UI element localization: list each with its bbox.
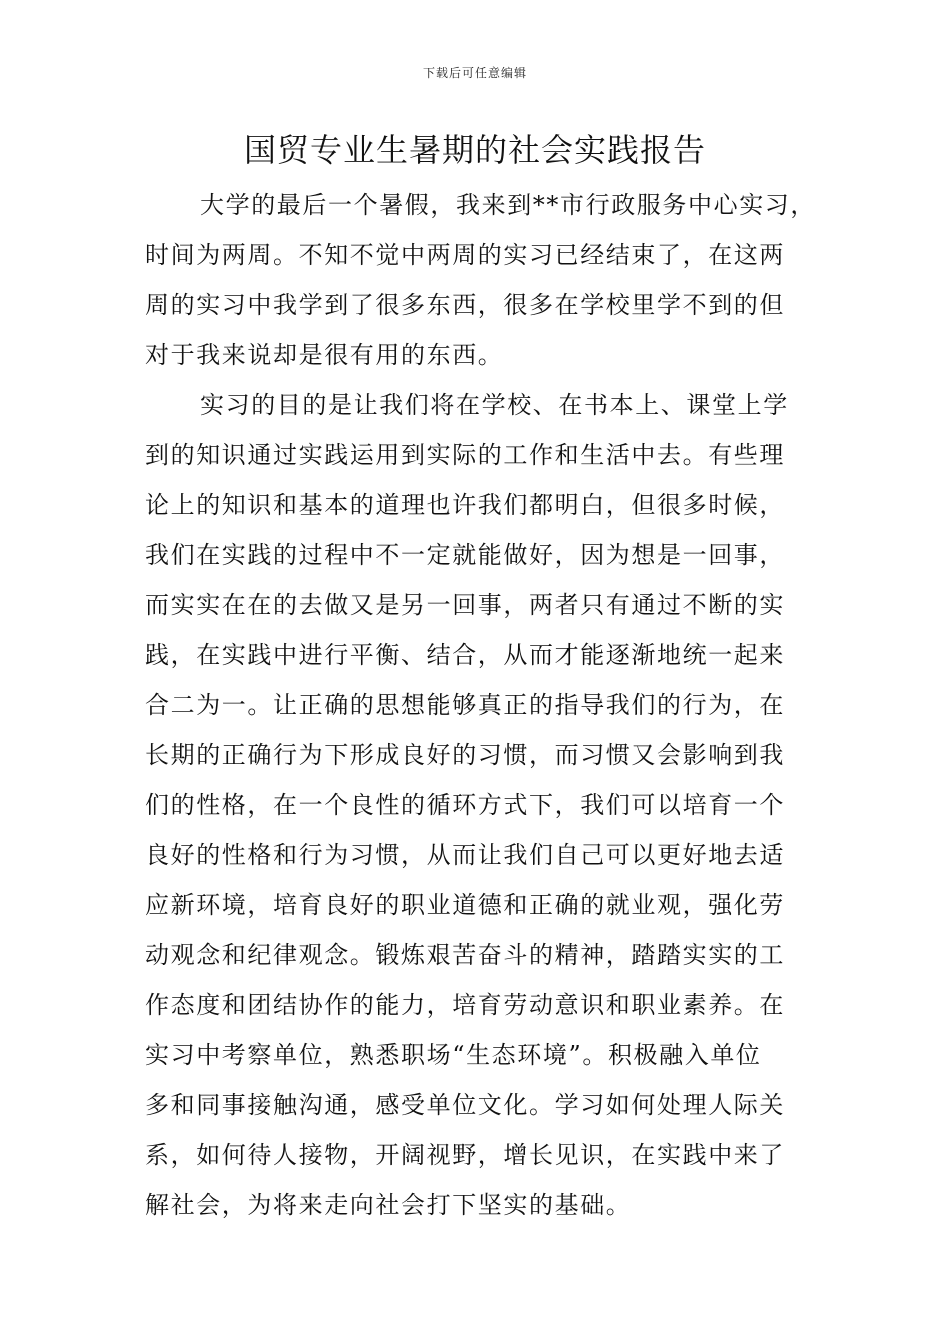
paragraph-line: 大学的最后一个暑假，我来到**市行政服务中心实习， bbox=[200, 191, 816, 219]
paragraph-line: 论上的知识和基本的道理也许我们都明白，但很多时候， bbox=[145, 491, 785, 519]
document-title: 国贸专业生暑期的社会实践报告 bbox=[243, 131, 706, 169]
paragraph-line: 实习中考察单位，熟悉职场“生态环境”。积极融入单位 bbox=[145, 1041, 762, 1069]
paragraph-line: 到的知识通过实践运用到实际的工作和生活中去。有些理 bbox=[145, 441, 785, 469]
paragraph-2 bbox=[145, 380, 825, 1230]
paragraph-line: 动观念和纪律观念。锻炼艰苦奋斗的精神，踏踏实实的工 bbox=[145, 941, 785, 969]
paragraph-line: 我们在实践的过程中不一定就能做好，因为想是一回事， bbox=[145, 541, 785, 569]
paragraph-line: 时间为两周。不知不觉中两周的实习已经结束了，在这两 bbox=[145, 241, 785, 269]
document-body bbox=[145, 180, 825, 1230]
paragraph-line: 良好的性格和行为习惯，从而让我们自己可以更好地去适 bbox=[145, 841, 785, 869]
paragraph-line: 周的实习中我学到了很多东西，很多在学校里学不到的但 bbox=[145, 291, 785, 319]
paragraph-line: 应新环境，培育良好的职业道德和正确的就业观，强化劳 bbox=[145, 891, 785, 919]
paragraph-line: 多和同事接触沟通，感受单位文化。学习如何处理人际关 bbox=[145, 1091, 785, 1119]
paragraph-line: 作态度和团结协作的能力，培育劳动意识和职业素养。在 bbox=[145, 991, 785, 1019]
header-note: 下载后可任意编辑 bbox=[422, 66, 527, 80]
paragraph-line: 合二为一。让正确的思想能够真正的指导我们的行为，在 bbox=[145, 691, 785, 719]
paragraph-1 bbox=[145, 180, 825, 380]
paragraph-line: 对于我来说却是很有用的东西。 bbox=[145, 341, 504, 369]
paragraph-line: 践，在实践中进行平衡、结合，从而才能逐渐地统一起来 bbox=[145, 641, 785, 669]
paragraph-line: 长期的正确行为下形成良好的习惯，而习惯又会影响到我 bbox=[145, 741, 785, 769]
paragraph-line: 们的性格，在一个良性的循环方式下，我们可以培育一个 bbox=[145, 791, 785, 819]
paragraph-line: 实习的目的是让我们将在学校、在书本上、课堂上学 bbox=[200, 391, 789, 419]
paragraph-line: 解社会，为将来走向社会打下坚实的基础。 bbox=[145, 1191, 632, 1219]
paragraph-line: 而实实在在的去做又是另一回事，两者只有通过不断的实 bbox=[145, 591, 785, 619]
paragraph-line: 系，如何待人接物，开阔视野，增长见识，在实践中来了 bbox=[145, 1141, 785, 1169]
